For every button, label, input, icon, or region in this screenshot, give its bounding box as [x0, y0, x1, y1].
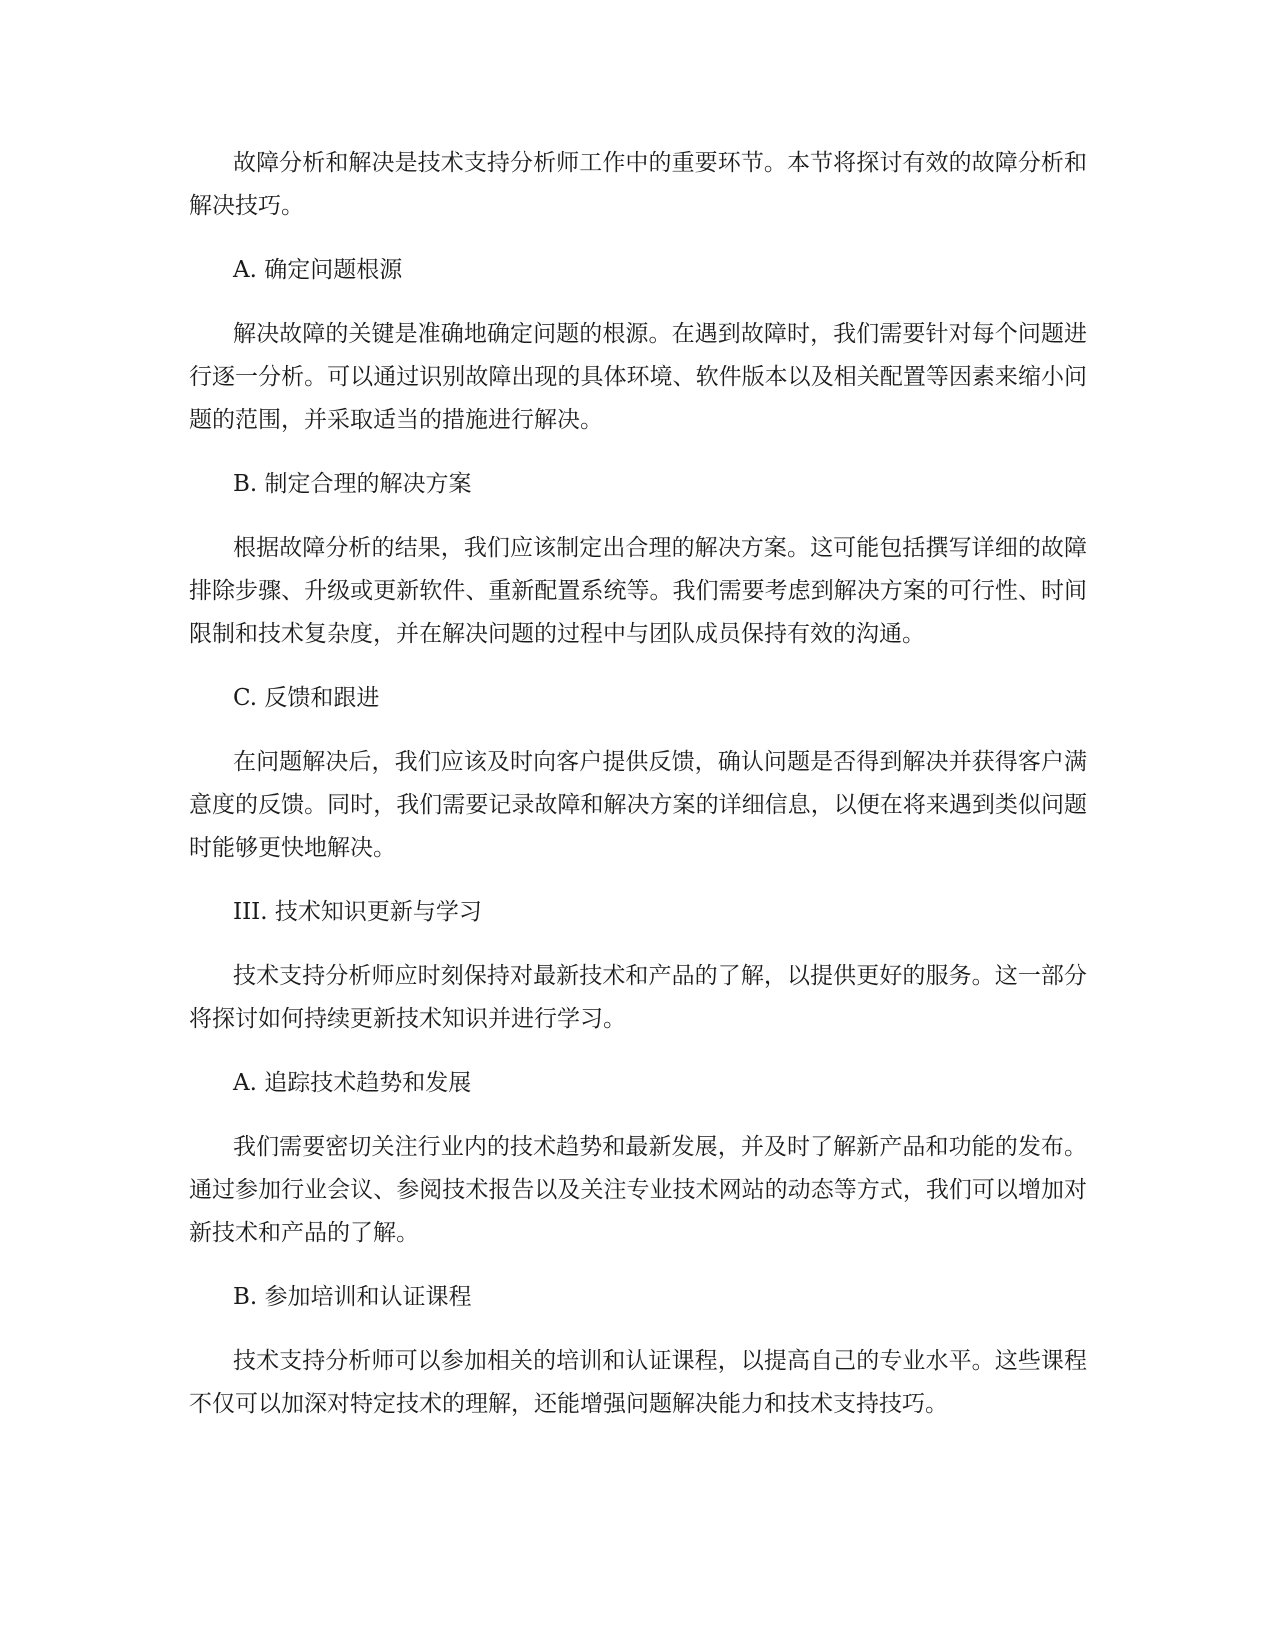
section-heading-b-solution: B. 制定合理的解决方案: [233, 471, 472, 497]
section-heading-iii-learning: III. 技术知识更新与学习: [233, 899, 482, 925]
section-heading-c-feedback: C. 反馈和跟进: [233, 685, 380, 711]
section-heading-a-root-cause: A. 确定问题根源: [233, 257, 403, 283]
section-heading-b-training: B. 参加培训和认证课程: [233, 1284, 472, 1310]
section-heading-a-trends: A. 追踪技术趋势和发展: [233, 1070, 472, 1096]
paragraph-training: 技术支持分析师可以参加相关的培训和认证课程，以提高自己的专业水平。这些课程不仅可以加深对特定技术的理解，还能增强问题解决能力和技术支持技巧。: [189, 1348, 1087, 1417]
document-body: [189, 142, 1087, 1447]
paragraph-solution: 根据故障分析的结果，我们应该制定出合理的解决方案。这可能包括撰写详细的故障排除步骤、升级或更新软件、重新配置系统等。我们需要考虑到解决方案的可行性、时间限制和技术复杂度，并在解决问题的过程中与团队成员保持有效的沟通。: [189, 535, 1087, 647]
paragraph-learning-intro: 技术支持分析师应时刻保持对最新技术和产品的了解，以提供更好的服务。这一部分将探讨如何持续更新技术知识并进行学习。: [189, 963, 1087, 1032]
paragraph-feedback: 在问题解决后，我们应该及时向客户提供反馈，确认问题是否得到解决并获得客户满意度的反馈。同时，我们需要记录故障和解决方案的详细信息，以便在将来遇到类似问题时能够更快地解决。: [189, 749, 1087, 861]
paragraph-trends: 我们需要密切关注行业内的技术趋势和最新发展，并及时了解新产品和功能的发布。通过参加行业会议、参阅技术报告以及关注专业技术网站的动态等方式，我们可以增加对新技术和产品的了解。: [189, 1134, 1087, 1246]
paragraph-root-cause: 解决故障的关键是准确地确定问题的根源。在遇到故障时，我们需要针对每个问题进行逐一分析。可以通过识别故障出现的具体环境、软件版本以及相关配置等因素来缩小问题的范围，并采取适当的措施进行解决。: [189, 321, 1087, 433]
paragraph-intro: 故障分析和解决是技术支持分析师工作中的重要环节。本节将探讨有效的故障分析和解决技巧。: [189, 150, 1087, 219]
